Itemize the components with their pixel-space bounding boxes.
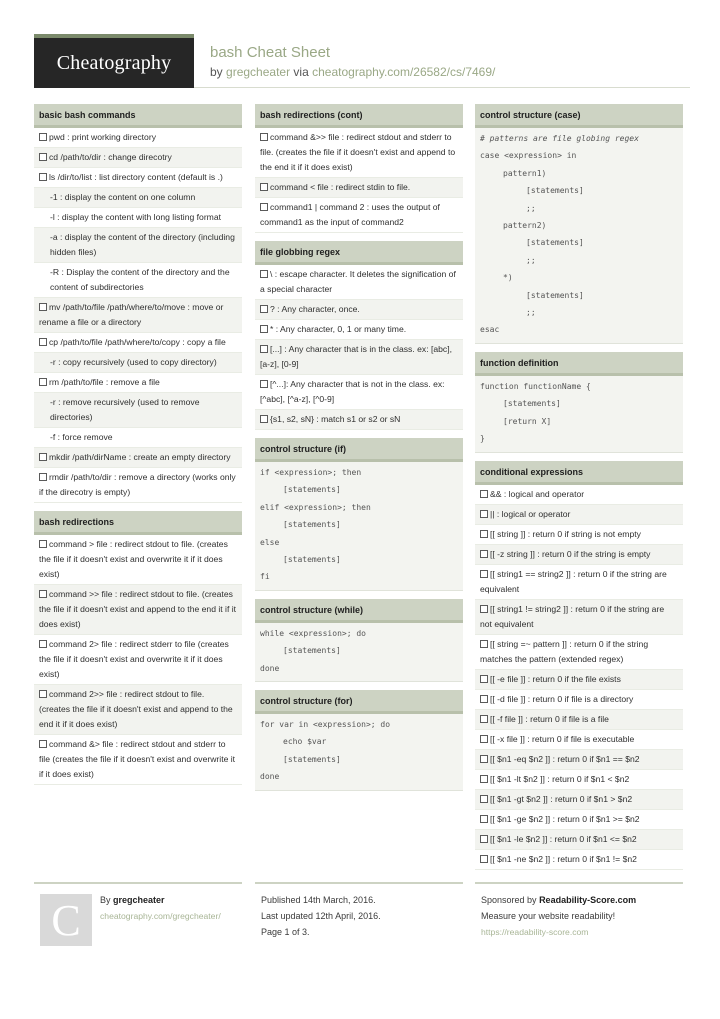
list-item [34,228,242,263]
checkbox-icon[interactable] [480,570,488,578]
checkbox-icon[interactable] [260,325,268,333]
checkbox-icon[interactable] [260,380,268,388]
list-item [255,340,463,375]
footer-sponsor-text [481,892,636,940]
list-item-text: command &> file : redirect stdout and stderr to file (creates the file if it doesn't exist and overwrite it if it does exist) [39,739,236,779]
list-item [34,188,242,208]
checkbox-icon[interactable] [39,690,47,698]
list-item [34,298,242,333]
code-line: while <expression>; do [260,628,366,638]
section-title: file globbing regex [255,241,463,265]
list-item [255,178,463,198]
list-item [34,263,242,298]
checkbox-icon[interactable] [39,453,47,461]
list-item [34,333,242,353]
list-item [475,810,683,830]
checkbox-icon[interactable] [39,303,47,311]
by-label: By [100,895,111,905]
source-link[interactable]: cheatography.com/26582/cs/7469/ [312,65,496,79]
list-item-text: command &>> file : redirect stdout and stderr to file. (creates the file if it doesn't exist and append to the end it if it does exist) [260,132,456,172]
code-line: echo $var [283,737,327,747]
list-item [475,525,683,545]
footer [34,882,690,952]
list-item-text: -r : remove recursively (used to remove directories) [50,397,200,422]
list-item-text: command1 | command 2 : uses the output of command1 as the input of command2 [260,202,440,227]
sponsor-name[interactable]: Readability-Score.com [539,895,637,905]
list-item-text: && : logical and operator [490,488,585,499]
checkbox-icon[interactable] [480,795,488,803]
checkbox-icon[interactable] [39,338,47,346]
list-item [475,545,683,565]
section-title: control structure (for) [255,690,463,714]
checkbox-icon[interactable] [39,590,47,598]
list-item [34,393,242,428]
code-line: fi [260,572,270,582]
checkbox-icon[interactable] [480,775,488,783]
header-divider [194,87,690,88]
code-line: [statements] [283,520,341,530]
list-item [475,770,683,790]
list-item-text: [^...]: Any character that is not in the class. ex: [^abc], [^a-z], [^0-9] [260,379,445,404]
list-item [475,635,683,670]
list-item [475,690,683,710]
code-line: if <expression>; then [260,468,362,477]
author-link[interactable]: gregcheater [226,65,291,79]
checkbox-icon[interactable] [480,640,488,648]
checkbox-icon[interactable] [480,855,488,863]
checkbox-icon[interactable] [480,510,488,518]
list-item [475,790,683,810]
list-item [34,373,242,393]
column-3 [475,104,683,878]
list-item-text: [[ $n1 -lt $n2 ]] : return 0 if $n1 < $n2 [490,773,630,784]
list-item-text: [[ -e file ]] : return 0 if the file exists [490,673,621,684]
list-item-text: cd /path/to/dir : change direcotry [49,152,172,162]
published-date: Published 14th March, 2016. [261,895,376,905]
list-item-text: [[ $n1 -ne $n2 ]] : return 0 if $n1 != $n2 [490,853,637,864]
list-item [34,535,242,585]
code-line: [return X] [503,416,552,426]
footer-author [34,882,242,952]
section-control-structure-while [255,599,463,682]
code-line: pattern2) [503,221,547,231]
list-item-text: -l : display the content with long listing format [50,212,222,222]
logo-text: Cheatography [56,51,172,74]
by-prefix: by [210,65,223,79]
code-line: case <expression> in [480,151,577,161]
list-item [255,375,463,410]
code-line: function functionName { [480,381,591,391]
list-item-text: [[ -z string ]] : return 0 if the string is empty [490,548,651,559]
code-line: done [260,772,280,782]
code-block [255,714,463,791]
section-rows [34,128,242,503]
column-2 [255,104,463,799]
section-control-structure-if [255,438,463,591]
checkbox-icon[interactable] [39,153,47,161]
code-block [475,128,683,344]
section-conditional-expressions [475,461,683,870]
list-item [255,300,463,320]
page-number: Page 1 of 3. [261,927,310,937]
checkbox-icon[interactable] [260,183,268,191]
code-line: ;; [526,203,536,213]
list-item-text: * : Any character, 0, 1 or many time. [270,324,407,334]
section-title: bash redirections [34,511,242,535]
avatar[interactable] [40,894,92,946]
list-item [34,208,242,228]
list-item [34,735,242,785]
list-item [255,320,463,340]
list-item-text: -1 : display the content on one column [50,192,196,202]
list-item [255,128,463,178]
list-item-text: ? : Any character, once. [270,304,360,314]
list-item [255,410,463,430]
code-block [475,376,683,453]
list-item-text: [...] : Any character that is in the class. ex: [abc], [a-z], [0-9] [260,344,452,369]
code-line: pattern1) [503,168,547,178]
list-item [34,448,242,468]
list-item-text: command 2> file : redirect stderr to file (creates the file if it doesn't exist and overwrite it if it does exist) [39,639,229,679]
checkbox-icon[interactable] [480,605,488,613]
list-item-text: ls /dir/to/list : list directory content (default is .) [49,172,223,182]
section-bash-redirections-cont [255,104,463,233]
checkbox-icon[interactable] [480,755,488,763]
code-line: } [480,434,485,444]
list-item-text: -a : display the content of the directory (including hidden files) [50,232,235,257]
list-item [475,565,683,600]
column-1 [34,104,242,793]
list-item [475,750,683,770]
checkbox-icon[interactable] [39,740,47,748]
checkbox-icon[interactable] [480,550,488,558]
page-title: bash Cheat Sheet [210,44,331,61]
checkbox-icon[interactable] [480,715,488,723]
checkbox-icon[interactable] [39,540,47,548]
checkbox-icon[interactable] [39,173,47,181]
sponsor-link[interactable]: https://readability-score.com [481,927,589,937]
code-line: esac [480,325,500,335]
code-line: else [260,537,280,547]
updated-date: Last updated 12th April, 2016. [261,911,381,921]
list-item [34,468,242,503]
footer-dates [255,882,463,952]
code-line: ;; [526,255,536,265]
section-title: control structure (while) [255,599,463,623]
list-item-text: [[ $n1 -le $n2 ]] : return 0 if $n1 <= $n2 [490,833,637,844]
checkbox-icon[interactable] [480,695,488,703]
list-item [475,670,683,690]
checkbox-icon[interactable] [480,815,488,823]
footer-dates-text [261,892,381,940]
code-line: elif <expression>; then [260,502,371,512]
list-item [475,710,683,730]
footer-author-name[interactable]: gregcheater [113,895,165,905]
list-item [34,685,242,735]
section-file-globbing-regex [255,241,463,430]
sponsor-tagline: Measure your website readability! [481,911,616,921]
checkbox-icon[interactable] [260,270,268,278]
list-item [475,830,683,850]
section-rows [475,485,683,870]
checkbox-icon[interactable] [260,203,268,211]
list-item-text: [[ string1 == string2 ]] : return 0 if the string are equivalent [480,568,667,594]
list-item-text: [[ $n1 -ge $n2 ]] : return 0 if $n1 >= $n2 [490,813,640,824]
code-line: [statements] [526,290,584,300]
section-title: control structure (if) [255,438,463,462]
code-line: [statements] [526,238,584,248]
footer-author-text [100,892,221,924]
list-item [475,850,683,870]
section-rows [255,128,463,233]
code-block [255,462,463,591]
checkbox-icon[interactable] [260,133,268,141]
code-line: [statements] [526,186,584,196]
checkbox-icon[interactable] [260,415,268,423]
section-control-structure-case [475,104,683,344]
list-item-text: [[ string ]] : return 0 if string is not empty [490,528,641,539]
code-comment: # patterns are file globing regex [480,134,639,143]
checkbox-icon[interactable] [480,530,488,538]
code-line: [statements] [283,485,341,495]
checkbox-icon[interactable] [480,735,488,743]
checkbox-icon[interactable] [480,490,488,498]
via-label: via [293,65,309,79]
section-title: conditional expressions [475,461,683,485]
code-line: [statements] [283,646,341,656]
list-item [34,168,242,188]
list-item-text: [[ string1 != string2 ]] : return 0 if the string are not equivalent [480,603,665,629]
cheatography-logo[interactable] [34,34,194,88]
list-item-text: [[ $n1 -eq $n2 ]] : return 0 if $n1 == $n2 [490,753,640,764]
list-item [475,505,683,525]
list-item-text: pwd : print working directory [49,132,156,142]
code-block [255,623,463,682]
checkbox-icon[interactable] [260,305,268,313]
code-line: [statements] [283,754,341,764]
list-item [34,635,242,685]
list-item [255,198,463,233]
section-title: basic bash commands [34,104,242,128]
sponsor-label: Sponsored by [481,895,537,905]
footer-sponsor [475,882,683,952]
byline [210,65,495,79]
code-line: for var in <expression>; do [260,720,391,730]
list-item-text: rm /path/to/file : remove a file [49,377,160,387]
list-item [34,148,242,168]
section-title: bash redirections (cont) [255,104,463,128]
code-line: [statements] [503,399,561,409]
checkbox-icon[interactable] [39,133,47,141]
list-item-text: -f : force remove [50,432,113,442]
avatar-letter: C [51,895,81,945]
list-item-text: rmdir /path/to/dir : remove a directory (works only if the direcotry is empty) [39,472,236,497]
list-item-text: [[ -x file ]] : return 0 if file is executable [490,733,635,744]
footer-author-link[interactable]: cheatography.com/gregcheater/ [100,911,221,921]
section-control-structure-for [255,690,463,791]
list-item-text: command 2>> file : redirect stdout to file. (creates the file if it doesn't exist and append to the end it if it does exist) [39,689,233,729]
list-item-text: command < file : redirect stdin to file. [270,182,411,192]
list-item-text: [[ -d file ]] : return 0 if file is a directory [490,693,634,704]
section-basic-bash-commands [34,104,242,503]
list-item-text: [[ -f file ]] : return 0 if file is a file [490,713,609,724]
list-item [475,600,683,635]
list-item [34,353,242,373]
checkbox-icon[interactable] [260,345,268,353]
checkbox-icon[interactable] [39,640,47,648]
code-line: *) [503,273,513,283]
list-item-text: cp /path/to/file /path/where/to/copy : copy a file [49,337,226,347]
list-item [34,428,242,448]
section-bash-redirections [34,511,242,785]
section-title: function definition [475,352,683,376]
list-item-text: command >> file : redirect stdout to file. (creates the file if it doesn't exist and append to the end it if it does exist) [39,589,237,629]
list-item-text: [[ $n1 -gt $n2 ]] : return 0 if $n1 > $n2 [490,793,633,804]
header [34,34,690,88]
code-line: [statements] [283,555,341,565]
list-item-text: \ : escape character. It deletes the signification of a special character [260,269,456,294]
list-item-text: {s1, s2, sN} : match s1 or s2 or sN [270,414,401,424]
list-item-text: -R : Display the content of the directory and the content of subdirectories [50,267,230,292]
checkbox-icon[interactable] [39,378,47,386]
list-item [475,485,683,505]
list-item [34,128,242,148]
list-item-text: mkdir /path/dirName : create an empty directory [49,452,231,462]
code-line: ;; [526,308,536,318]
checkbox-icon[interactable] [480,835,488,843]
checkbox-icon[interactable] [480,675,488,683]
list-item [34,585,242,635]
list-item [475,730,683,750]
list-item-text: [[ string =~ pattern ]] : return 0 if the string matches the pattern (extended regex) [480,638,649,664]
section-function-definition [475,352,683,453]
list-item-text: || : logical or operator [490,508,571,519]
list-item-text: -r : copy recursively (used to copy directory) [50,357,217,367]
section-title: control structure (case) [475,104,683,128]
checkbox-icon[interactable] [39,473,47,481]
code-line: done [260,663,280,673]
list-item-text: mv /path/to/file /path/where/to/move : move or rename a file or a directory [39,302,224,327]
section-rows [34,535,242,785]
list-item [255,265,463,300]
section-rows [255,265,463,430]
list-item-text: command > file : redirect stdout to file. (creates the file if it doesn't exist and overwrite it if it does exist) [39,539,228,579]
